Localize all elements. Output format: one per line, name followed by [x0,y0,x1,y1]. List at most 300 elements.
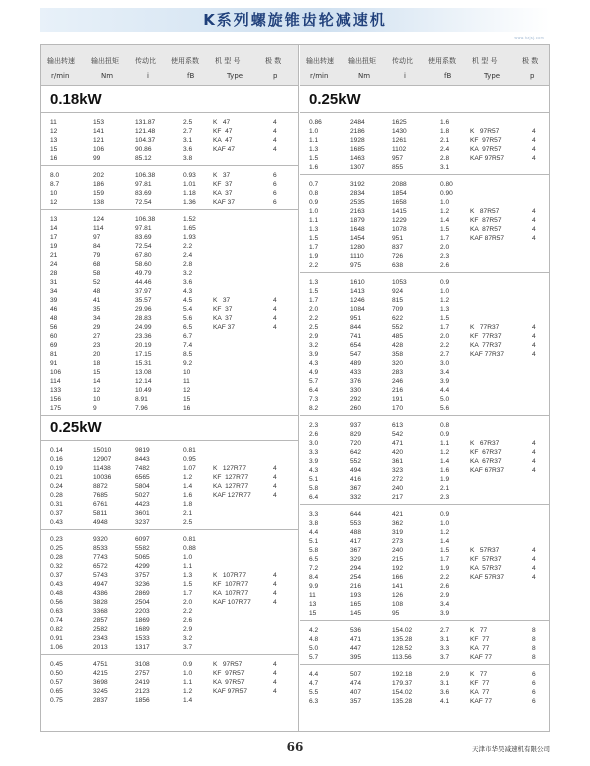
model-types [213,660,247,696]
pole-counts [273,296,277,332]
cell: 8 [532,654,536,661]
cell: 6 [532,689,536,696]
cell: 12 [50,128,58,135]
cell: 1.0 [183,554,193,561]
cell: 0.56 [50,599,63,606]
factor-values [183,118,192,163]
unit-torque: Nm [358,72,371,80]
pole-counts [532,127,536,163]
header-ratio: 传动比 [135,57,156,65]
cell: 474 [350,680,362,687]
cell: 4948 [93,519,108,526]
cell: 83.69 [135,190,152,197]
model-types [470,207,504,243]
cell: 121 [93,137,105,144]
cell: KA 37 [213,190,233,197]
cell: 46 [50,306,58,313]
cell: 17.15 [135,351,152,358]
cell: 192.18 [392,671,413,678]
cell: 1.1 [309,137,319,144]
model-group [300,664,549,708]
cell: 7.96 [135,405,148,412]
cell: 246 [392,378,404,385]
cell: 4.2 [309,627,319,634]
pole-counts [532,439,536,475]
cell: KAF 47 [213,146,235,153]
cell: 4 [273,137,277,144]
model-group [41,654,298,707]
torque-values [350,278,365,413]
cell: 8.91 [135,396,148,403]
unit-speed: r/min [310,72,329,80]
cell: 2837 [93,697,108,704]
cell: 156 [50,396,62,403]
header-factor: 使用系数 [428,57,456,65]
cell: 6.4 [309,494,319,501]
cell: 1.6 [309,164,319,171]
cell: 0.9 [309,199,319,206]
cell: 1084 [350,306,365,313]
cell: 5.6 [440,405,450,412]
cell: 0.25 [50,545,63,552]
cell: KA 107R77 [213,590,249,597]
cell: 1.2 [440,208,450,215]
cell: 2.4 [440,146,450,153]
cell: 2.1 [440,485,450,492]
model-group [300,112,549,174]
cell: 1463 [350,155,365,162]
factor-values [183,660,192,705]
cell: 420 [392,449,404,456]
cell: 2.4 [183,252,193,259]
cell: 5065 [135,554,150,561]
cell: 113.56 [392,654,412,661]
cell: K 97R57 [213,661,243,668]
cell: 1.3 [440,306,450,313]
cell: 3.1 [183,137,193,144]
cell: 3698 [93,679,108,686]
cell: 4 [273,297,277,304]
cell: 90.86 [135,146,152,153]
cell: 4 [273,590,277,597]
cell: 622 [392,315,404,322]
cell: 4 [532,226,536,233]
cell: 1.6 [440,119,450,126]
header-speed: 输出转速 [306,57,334,65]
pole-counts [532,626,536,662]
ratio-values [135,535,150,652]
cell: 417 [350,538,362,545]
cell: 4 [532,458,536,465]
cell: 240 [392,547,404,554]
cell: 215 [392,556,404,563]
cell: 421 [392,511,404,518]
cell: 3236 [135,581,150,588]
cell: 4 [273,324,277,331]
cell: 855 [392,164,404,171]
model-group [41,209,298,415]
cell: 154.02 [392,689,413,696]
cell: 1.65 [183,225,196,232]
cell: 362 [392,520,404,527]
cell: 8 [532,636,536,643]
cell: 24.99 [135,324,152,331]
cell: 133 [50,387,62,394]
cell: 4 [532,333,536,340]
cell: 8 [532,645,536,652]
cell: 4 [532,208,536,215]
speed-values [309,510,318,618]
ratio-values [392,118,407,172]
cell: 4299 [135,563,150,570]
cell: 2.2 [183,608,193,615]
cell: 9819 [135,447,150,454]
cell: KAF 77 [470,698,492,705]
cell: 2.6 [440,583,450,590]
cell: 0.91 [50,635,63,642]
cell: KAF 57R37 [470,574,505,581]
cell: 292 [350,396,362,403]
cell: 4.1 [440,698,450,705]
cell: 1280 [350,244,365,251]
cell: KA 127R77 [213,483,249,490]
cell: 5.8 [309,485,319,492]
cell: 16 [183,405,191,412]
cell: 2.9 [309,333,319,340]
cell: 1.6 [440,467,450,474]
cell: 9 [93,405,97,412]
model-types [213,464,251,500]
cell: 2.5 [309,324,319,331]
speed-values [50,535,63,652]
cell: 16 [50,155,58,162]
cell: KF 47 [213,128,233,135]
model-group [41,529,298,654]
cell: 0.37 [50,572,63,579]
cell: 4 [273,146,277,153]
cell: 0.19 [50,465,63,472]
cell: 175 [50,405,62,412]
cell: 0.45 [50,661,63,668]
cell: 1.2 [183,688,193,695]
cell: 1.5 [440,547,450,554]
cell: 0.32 [50,563,63,570]
cell: 9.9 [309,583,319,590]
cell: 4 [273,670,277,677]
unit-poles: p [530,72,535,80]
cell: 4.8 [309,636,319,643]
power-heading: 0.25kW [50,419,102,436]
cell: 6565 [135,474,150,481]
cell: 3192 [350,181,365,188]
cell: 4.4 [309,529,319,536]
cell: 741 [350,333,362,340]
cell: 23.36 [135,333,152,340]
cell: 4 [532,155,536,162]
cell: KF 127R77 [213,474,249,481]
cell: 4 [532,342,536,349]
cell: 3.0 [440,360,450,367]
cell: 8.7 [50,181,60,188]
cell: 1856 [135,697,150,704]
cell: 5.7 [309,378,319,385]
cell: KA 37 [213,315,233,322]
cell: 1610 [350,279,365,286]
cell: 124 [93,216,105,223]
cell: 159 [93,190,105,197]
cell: 83.69 [135,234,152,241]
power-heading: 0.25kW [309,91,361,108]
cell: 3.4 [440,601,450,608]
cell: 81 [50,351,58,358]
cell: 240 [392,485,404,492]
cell: 1533 [135,635,150,642]
cell: 552 [392,324,404,331]
cell: 1.7 [440,324,450,331]
cell: 428 [392,342,404,349]
cell: 3.8 [309,520,319,527]
cell: 0.57 [50,679,63,686]
cell: 14 [93,378,101,385]
cell: 20 [93,351,101,358]
cell: 0.48 [50,590,63,597]
ratio-values [135,660,150,705]
cell: 135.28 [392,636,413,643]
cell: KAF 107R77 [213,599,251,606]
cell: 2.9 [183,626,193,633]
cell: 34 [50,288,58,295]
speed-values [309,626,318,662]
cell: 416 [350,476,362,483]
cell: 4 [532,467,536,474]
cell: 272 [392,476,404,483]
cell: 1685 [350,146,365,153]
cell: 1413 [350,288,365,295]
cell: 79 [93,252,101,259]
cell: 5.0 [309,645,319,652]
cell: 4 [273,492,277,499]
cell: 494 [350,467,362,474]
cell: 4 [273,315,277,322]
cell: 170 [392,405,404,412]
cell: 2.3 [309,422,319,429]
cell: 23 [93,342,101,349]
cell: KA 77 [470,689,490,696]
spec-table [40,44,550,732]
cell: 329 [350,556,362,563]
cell: 28.83 [135,315,152,322]
cell: 12 [93,387,101,394]
cell: 1.06 [50,644,63,651]
unit-factor: fB [187,72,195,80]
factor-values [440,118,449,172]
model-types [470,439,504,475]
cell: 11 [183,378,190,385]
cell: KAF 127R77 [213,492,251,499]
model-types [470,626,492,662]
cell: 3.3 [309,511,319,518]
cell: 3.3 [309,449,319,456]
cell: 72.54 [135,243,152,250]
cell: 0.65 [50,688,63,695]
cell: 106 [50,369,62,376]
cell: 84 [93,243,101,250]
cell: 7685 [93,492,108,499]
cell: 1.1 [183,563,193,570]
cell: 0.90 [440,190,453,197]
cell: 15 [50,146,58,153]
model-types [470,127,504,163]
cell: K 57R37 [470,547,500,554]
cell: 121.48 [135,128,156,135]
cell: KF 37 [213,306,233,313]
speed-values [50,118,57,163]
cell: 6 [273,199,277,206]
cell: 1.5 [309,288,319,295]
cell: 60 [50,333,58,340]
cell: 0.24 [50,483,63,490]
cell: 108 [392,601,404,608]
cell: 106.38 [135,172,156,179]
cell: 0.37 [50,510,63,517]
cell: 202 [93,172,105,179]
cell: K 77R37 [470,324,500,331]
power-heading: 0.18kW [50,91,102,108]
cell: 552 [350,458,362,465]
cell: 4 [532,146,536,153]
cell: 10 [183,369,191,376]
cell: 35.57 [135,297,152,304]
cell: 141 [93,128,105,135]
cell: 2088 [392,181,407,188]
factor-values [183,215,196,413]
cell: 97 [93,234,101,241]
cell: 0.75 [50,697,63,704]
cell: 2013 [93,644,108,651]
cell: 844 [350,324,362,331]
cell: 1.6 [183,492,193,499]
cell: 2.0 [309,306,319,313]
cell: KA 77 [470,645,490,652]
cell: 4 [273,483,277,490]
cell: 395 [350,654,362,661]
cell: 0.86 [309,119,322,126]
cell: 10 [50,190,58,197]
cell: 24 [50,261,58,268]
cell: 1.2 [440,529,450,536]
cell: 3.4 [440,369,450,376]
cell: 4 [532,574,536,581]
cell: 4215 [93,670,108,677]
cell: 1.5 [309,155,319,162]
cell: 8533 [93,545,108,552]
cell: 3.1 [440,680,450,687]
torque-values [350,510,361,618]
cell: 4751 [93,661,108,668]
cell: 1102 [392,146,407,153]
cell: 6097 [135,536,150,543]
cell: 3368 [93,608,108,615]
cell: KAF 37 [213,324,235,331]
cell: 58.60 [135,261,152,268]
cell: 7.4 [183,342,193,349]
ratio-values [135,215,155,413]
cell: 13 [309,601,317,608]
cell: 6 [273,181,277,188]
cell: 0.50 [50,670,63,677]
cell: 48 [50,315,58,322]
ratio-values [392,421,403,502]
torque-values [350,118,365,172]
cell: 13.08 [135,369,152,376]
cell: 2.2 [309,315,319,322]
cell: 67.80 [135,252,152,259]
cell: 153 [93,119,105,126]
cell: 361 [392,458,404,465]
cell: 553 [350,520,362,527]
cell: 332 [350,494,362,501]
factor-values [440,510,449,618]
cell: 489 [350,360,362,367]
cell: 0.81 [183,536,196,543]
cell: 2.6 [183,617,193,624]
ratio-values [392,670,412,706]
cell: 4 [532,440,536,447]
cell: 4.5 [183,297,193,304]
cell: 1625 [392,119,407,126]
cell: 131.87 [135,119,156,126]
cell: 1.2 [183,474,193,481]
model-group [300,504,549,620]
cell: 4386 [93,590,108,597]
header-factor: 使用系数 [171,57,199,65]
cell: 1.52 [183,216,196,223]
cell: 44.46 [135,279,152,286]
cell: 4 [532,324,536,331]
speed-values [309,421,318,502]
cell: 975 [350,262,362,269]
cell: 2.2 [440,574,450,581]
cell: 10.49 [135,387,152,394]
cell: 4.3 [183,288,193,295]
cell: 6761 [93,501,108,508]
torque-values [350,180,365,270]
cell: 0.95 [183,456,196,463]
speed-values [309,118,322,172]
cell: 1307 [350,164,365,171]
cell: 2.6 [440,262,450,269]
header-ratio: 传动比 [392,57,413,65]
cell: 6 [532,680,536,687]
cell: 1.4 [440,217,450,224]
cell: 367 [350,485,362,492]
cell: 4 [532,137,536,144]
cell: 1.5 [183,581,193,588]
cell: 2.2 [309,262,319,269]
cell: 1.8 [183,501,193,508]
cell: 1.4 [440,538,450,545]
cell: 2.1 [183,510,193,517]
cell: 5.1 [309,476,319,483]
cell: 4.4 [440,387,450,394]
cell: 260 [350,405,362,412]
cell: 2834 [350,190,365,197]
cell: 7.2 [309,565,319,572]
cell: 4 [273,581,277,588]
speed-values [50,446,63,527]
cell: 4.3 [309,360,319,367]
cell: K 67R37 [470,440,500,447]
